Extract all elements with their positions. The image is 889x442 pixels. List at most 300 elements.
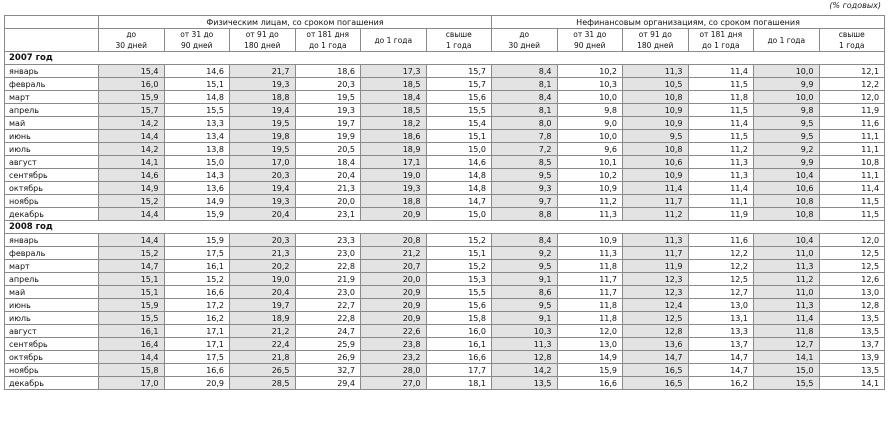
rate-cell: 14,2 — [99, 117, 165, 130]
group-header-organizations: Нефинансовым организациям, со сроком погашения — [492, 16, 885, 29]
table-row — [5, 169, 885, 182]
table-row — [5, 273, 885, 286]
rate-cell: 20,2 — [230, 260, 296, 273]
rate-cell: 8,0 — [492, 117, 558, 130]
rate-cell: 21,9 — [295, 273, 361, 286]
rate-cell: 32,7 — [295, 364, 361, 377]
rate-cell: 16,2 — [164, 312, 230, 325]
rate-cell: 15,5 — [99, 312, 165, 325]
rate-cell: 21,2 — [361, 247, 427, 260]
rate-cell: 11,3 — [754, 260, 820, 273]
rate-cell: 17,0 — [99, 377, 165, 390]
rate-cell: 15,9 — [99, 299, 165, 312]
rate-cell: 10,9 — [557, 234, 623, 247]
column-header-line: свыше — [838, 30, 865, 39]
rate-cell: 19,5 — [230, 117, 296, 130]
rate-cell: 17,0 — [230, 156, 296, 169]
rate-cell: 23,0 — [295, 247, 361, 260]
rate-cell: 28,5 — [230, 377, 296, 390]
rate-cell: 18,2 — [361, 117, 427, 130]
rate-cell: 21,7 — [230, 65, 296, 78]
rate-cell: 12,5 — [623, 312, 689, 325]
column-header — [295, 29, 361, 52]
year-label: 2008 год — [5, 221, 885, 234]
rate-cell: 11,5 — [819, 195, 885, 208]
rate-cell: 12,0 — [557, 325, 623, 338]
rate-cell: 20,9 — [361, 286, 427, 299]
rate-cell: 19,4 — [230, 104, 296, 117]
column-header-line: 90 дней — [574, 41, 606, 50]
rate-cell: 23,2 — [361, 351, 427, 364]
month-label: май — [5, 117, 99, 130]
rate-cell: 12,2 — [819, 78, 885, 91]
column-header-line: от 91 до — [638, 30, 672, 39]
rate-cell: 12,8 — [492, 351, 558, 364]
rate-cell: 11,6 — [819, 117, 885, 130]
rate-cell: 10,8 — [819, 156, 885, 169]
rate-cell: 9,2 — [492, 247, 558, 260]
rate-cell: 15,1 — [99, 273, 165, 286]
rate-cell: 15,1 — [426, 247, 492, 260]
year-section-row — [5, 221, 885, 234]
rate-cell: 11,0 — [754, 247, 820, 260]
rate-cell: 18,9 — [230, 312, 296, 325]
rate-cell: 15,0 — [754, 364, 820, 377]
rate-cell: 13,6 — [164, 182, 230, 195]
table-row — [5, 195, 885, 208]
rate-cell: 10,8 — [754, 195, 820, 208]
column-header-line: от 91 до — [245, 30, 279, 39]
rate-cell: 18,4 — [295, 156, 361, 169]
table-body — [5, 52, 885, 390]
table-row — [5, 78, 885, 91]
rate-cell: 10,0 — [754, 91, 820, 104]
rate-cell: 9,1 — [492, 273, 558, 286]
table-row — [5, 338, 885, 351]
rate-cell: 9,5 — [754, 117, 820, 130]
column-header-line: 30 дней — [115, 41, 147, 50]
rate-cell: 11,5 — [688, 130, 754, 143]
column-header — [557, 29, 623, 52]
month-label: сентябрь — [5, 338, 99, 351]
rate-cell: 11,3 — [688, 169, 754, 182]
column-header — [230, 29, 296, 52]
month-label: апрель — [5, 273, 99, 286]
rate-cell: 10,8 — [623, 143, 689, 156]
table-row — [5, 91, 885, 104]
month-label: апрель — [5, 104, 99, 117]
rate-cell: 14,4 — [99, 208, 165, 221]
rate-cell: 16,4 — [99, 338, 165, 351]
column-header — [164, 29, 230, 52]
rate-cell: 10,5 — [623, 78, 689, 91]
rate-cell: 8,8 — [492, 208, 558, 221]
rate-cell: 7,8 — [492, 130, 558, 143]
rate-cell: 10,6 — [754, 182, 820, 195]
rate-cell: 11,4 — [688, 117, 754, 130]
rate-cell: 19,4 — [230, 182, 296, 195]
rate-cell: 11,3 — [688, 156, 754, 169]
rate-cell: 18,6 — [361, 130, 427, 143]
rate-cell: 13,5 — [819, 325, 885, 338]
rate-cell: 23,8 — [361, 338, 427, 351]
rate-cell: 7,2 — [492, 143, 558, 156]
rate-cell: 16,0 — [426, 325, 492, 338]
rate-cell: 14,9 — [99, 182, 165, 195]
table-row — [5, 234, 885, 247]
rate-cell: 10,8 — [754, 208, 820, 221]
column-header-line: до — [519, 30, 530, 39]
rate-cell: 11,3 — [557, 247, 623, 260]
rate-cell: 18,8 — [361, 195, 427, 208]
month-label: декабрь — [5, 208, 99, 221]
rate-cell: 13,5 — [819, 312, 885, 325]
rate-cell: 11,2 — [557, 195, 623, 208]
month-label: июль — [5, 312, 99, 325]
rate-cell: 16,6 — [426, 351, 492, 364]
rate-cell: 15,2 — [426, 260, 492, 273]
rate-cell: 14,9 — [557, 351, 623, 364]
rate-cell: 17,1 — [361, 156, 427, 169]
column-header-line: 1 года — [839, 41, 865, 50]
rate-cell: 15,9 — [99, 91, 165, 104]
rate-cell: 16,6 — [164, 364, 230, 377]
rate-cell: 11,9 — [688, 208, 754, 221]
rate-cell: 8,4 — [492, 65, 558, 78]
rate-cell: 15,5 — [164, 104, 230, 117]
rate-cell: 20,5 — [295, 143, 361, 156]
rate-cell: 15,2 — [99, 195, 165, 208]
month-label: май — [5, 286, 99, 299]
column-header — [754, 29, 820, 52]
unit-note: (% годовых) — [829, 1, 881, 10]
rate-cell: 11,4 — [688, 65, 754, 78]
rate-cell: 20,9 — [361, 312, 427, 325]
rate-cell: 21,2 — [230, 325, 296, 338]
month-label: февраль — [5, 247, 99, 260]
column-header-line: до 1 года — [374, 35, 413, 45]
rate-cell: 15,8 — [99, 364, 165, 377]
rate-cell: 14,4 — [99, 351, 165, 364]
column-header-line: от 181 дня — [699, 30, 743, 39]
rate-cell: 12,0 — [819, 91, 885, 104]
table-row — [5, 182, 885, 195]
column-header-line: от 31 до — [573, 30, 607, 39]
rate-cell: 11,8 — [688, 91, 754, 104]
table-row — [5, 299, 885, 312]
month-label: март — [5, 91, 99, 104]
rate-cell: 19,7 — [295, 117, 361, 130]
rate-cell: 13,5 — [819, 364, 885, 377]
rate-cell: 19,3 — [295, 104, 361, 117]
rate-cell: 14,2 — [99, 143, 165, 156]
rate-cell: 12,4 — [623, 299, 689, 312]
rate-cell: 9,9 — [754, 156, 820, 169]
corner-cell-lower — [5, 29, 99, 52]
rate-cell: 17,1 — [164, 338, 230, 351]
rate-cell: 15,1 — [164, 78, 230, 91]
rate-cell: 10,4 — [754, 169, 820, 182]
rate-cell: 11,4 — [688, 182, 754, 195]
rate-cell: 18,1 — [426, 377, 492, 390]
month-label: январь — [5, 65, 99, 78]
rate-cell: 17,7 — [426, 364, 492, 377]
rate-cell: 11,0 — [754, 286, 820, 299]
rate-cell: 17,1 — [164, 325, 230, 338]
table-row — [5, 143, 885, 156]
rate-cell: 11,3 — [623, 234, 689, 247]
month-label: октябрь — [5, 182, 99, 195]
rate-cell: 23,0 — [295, 286, 361, 299]
year-label: 2007 год — [5, 52, 885, 65]
rate-cell: 15,2 — [164, 273, 230, 286]
month-label: сентябрь — [5, 169, 99, 182]
rate-cell: 9,5 — [492, 169, 558, 182]
rate-cell: 16,0 — [99, 78, 165, 91]
rate-cell: 13,7 — [688, 338, 754, 351]
rate-cell: 10,0 — [557, 130, 623, 143]
table-row — [5, 65, 885, 78]
rate-cell: 12,5 — [819, 247, 885, 260]
rate-cell: 22,8 — [295, 312, 361, 325]
month-label: июнь — [5, 130, 99, 143]
rate-cell: 15,4 — [99, 65, 165, 78]
rate-cell: 12,3 — [623, 273, 689, 286]
rate-cell: 20,3 — [230, 169, 296, 182]
rate-cell: 15,0 — [426, 208, 492, 221]
rate-cell: 13,0 — [688, 299, 754, 312]
rate-cell: 18,5 — [361, 78, 427, 91]
rate-cell: 12,6 — [819, 273, 885, 286]
rate-cell: 12,5 — [688, 273, 754, 286]
rate-cell: 8,5 — [492, 156, 558, 169]
rate-cell: 19,7 — [230, 299, 296, 312]
rate-cell: 26,5 — [230, 364, 296, 377]
rate-cell: 10,4 — [754, 234, 820, 247]
rate-cell: 25,9 — [295, 338, 361, 351]
rate-cell: 21,8 — [230, 351, 296, 364]
rate-cell: 16,1 — [426, 338, 492, 351]
rate-cell: 15,7 — [426, 65, 492, 78]
rate-cell: 9,5 — [623, 130, 689, 143]
table-row — [5, 351, 885, 364]
table-row — [5, 325, 885, 338]
rate-cell: 15,5 — [426, 104, 492, 117]
rate-cell: 18,4 — [361, 91, 427, 104]
rate-cell: 14,4 — [99, 130, 165, 143]
rate-cell: 20,0 — [361, 273, 427, 286]
rate-cell: 14,6 — [99, 169, 165, 182]
rate-cell: 15,4 — [426, 117, 492, 130]
rate-cell: 10,6 — [623, 156, 689, 169]
rate-cell: 20,7 — [361, 260, 427, 273]
month-label: февраль — [5, 78, 99, 91]
rate-cell: 15,9 — [557, 364, 623, 377]
rate-cell: 13,3 — [164, 117, 230, 130]
rate-cell: 10,3 — [557, 78, 623, 91]
rate-cell: 19,5 — [230, 143, 296, 156]
rate-cell: 16,1 — [164, 260, 230, 273]
column-header — [492, 29, 558, 52]
rate-cell: 11,9 — [623, 260, 689, 273]
rate-cell: 19,3 — [230, 78, 296, 91]
rate-cell: 22,8 — [295, 260, 361, 273]
rate-cell: 18,9 — [361, 143, 427, 156]
group-header-individuals: Физическим лицам, со сроком погашения — [99, 16, 492, 29]
rate-cell: 17,5 — [164, 247, 230, 260]
table-row — [5, 364, 885, 377]
rate-cell: 11,8 — [557, 260, 623, 273]
rate-cell: 10,8 — [623, 91, 689, 104]
rate-cell: 12,8 — [819, 299, 885, 312]
table-row — [5, 130, 885, 143]
rate-cell: 21,3 — [295, 182, 361, 195]
table-row — [5, 247, 885, 260]
table-row — [5, 260, 885, 273]
rate-cell: 9,5 — [492, 299, 558, 312]
rate-cell: 20,0 — [295, 195, 361, 208]
rate-cell: 10,2 — [557, 65, 623, 78]
rate-cell: 22,7 — [295, 299, 361, 312]
rate-cell: 8,4 — [492, 91, 558, 104]
rate-cell: 15,2 — [99, 247, 165, 260]
month-label: ноябрь — [5, 364, 99, 377]
rate-cell: 16,5 — [623, 377, 689, 390]
rate-cell: 9,8 — [557, 104, 623, 117]
rate-cell: 23,3 — [295, 234, 361, 247]
column-header — [688, 29, 754, 52]
rate-cell: 11,8 — [754, 325, 820, 338]
rate-cell: 15,0 — [426, 143, 492, 156]
rate-cell: 11,5 — [688, 104, 754, 117]
rate-cell: 8,1 — [492, 104, 558, 117]
rate-cell: 12,3 — [623, 286, 689, 299]
rate-cell: 14,3 — [164, 169, 230, 182]
rate-cell: 11,1 — [819, 169, 885, 182]
rate-cell: 12,2 — [688, 247, 754, 260]
month-label: декабрь — [5, 377, 99, 390]
month-label: январь — [5, 234, 99, 247]
rate-cell: 15,2 — [426, 234, 492, 247]
rate-cell: 13,7 — [819, 338, 885, 351]
rate-cell: 10,9 — [623, 104, 689, 117]
table-row — [5, 286, 885, 299]
rate-cell: 16,5 — [623, 364, 689, 377]
column-header-line: 30 дней — [508, 41, 541, 50]
rate-cell: 10,0 — [754, 65, 820, 78]
rate-cell: 20,9 — [361, 208, 427, 221]
rate-cell: 24,7 — [295, 325, 361, 338]
rate-cell: 10,9 — [623, 169, 689, 182]
rate-cell: 12,5 — [819, 260, 885, 273]
rate-cell: 20,3 — [295, 78, 361, 91]
rate-cell: 8,1 — [492, 78, 558, 91]
interest-rates-table — [4, 15, 885, 390]
rate-cell: 12,0 — [819, 234, 885, 247]
rate-cell: 20,4 — [230, 208, 296, 221]
rate-cell: 9,5 — [754, 130, 820, 143]
month-label: март — [5, 260, 99, 273]
column-header-line: 180 дней — [244, 41, 281, 50]
rate-cell: 12,1 — [819, 65, 885, 78]
rate-cell: 11,9 — [819, 104, 885, 117]
rate-cell: 11,4 — [623, 182, 689, 195]
column-header-line: 180 дней — [637, 41, 674, 50]
rate-cell: 11,8 — [557, 312, 623, 325]
rate-cell: 10,0 — [557, 91, 623, 104]
rate-cell: 12,7 — [688, 286, 754, 299]
rate-cell: 13,8 — [164, 143, 230, 156]
rate-cell: 26,9 — [295, 351, 361, 364]
column-header-line: 90 дней — [180, 41, 213, 50]
rate-cell: 16,1 — [99, 325, 165, 338]
column-header — [819, 29, 885, 52]
table-row — [5, 208, 885, 221]
rate-cell: 13,0 — [557, 338, 623, 351]
rate-cell: 12,7 — [754, 338, 820, 351]
rate-cell: 22,4 — [230, 338, 296, 351]
table-row — [5, 104, 885, 117]
rate-cell: 19,9 — [295, 130, 361, 143]
rate-cell: 13,3 — [688, 325, 754, 338]
rate-cell: 17,5 — [164, 351, 230, 364]
rate-cell: 13,5 — [492, 377, 558, 390]
rate-cell: 10,3 — [492, 325, 558, 338]
rate-cell: 19,3 — [361, 182, 427, 195]
rate-cell: 11,7 — [623, 247, 689, 260]
rate-cell: 12,2 — [688, 260, 754, 273]
group-header-row — [5, 16, 885, 29]
rate-cell: 14,7 — [623, 351, 689, 364]
column-header — [361, 29, 427, 52]
rate-cell: 20,3 — [230, 234, 296, 247]
rate-cell: 23,1 — [295, 208, 361, 221]
rate-cell: 15,5 — [426, 286, 492, 299]
rate-cell: 9,7 — [492, 195, 558, 208]
column-header-line: 1 года — [446, 41, 472, 50]
rate-cell: 15,8 — [426, 312, 492, 325]
column-header — [426, 29, 492, 52]
month-label: июнь — [5, 299, 99, 312]
rate-cell: 29,4 — [295, 377, 361, 390]
rate-cell: 15,6 — [426, 299, 492, 312]
rate-cell: 17,3 — [361, 65, 427, 78]
rate-cell: 20,9 — [361, 299, 427, 312]
column-header-line: от 31 до — [180, 30, 214, 39]
column-header-line: до 1 года — [767, 35, 806, 45]
table-row — [5, 377, 885, 390]
rate-cell: 16,2 — [688, 377, 754, 390]
month-label: ноябрь — [5, 195, 99, 208]
rate-cell: 20,8 — [361, 234, 427, 247]
rate-cell: 15,3 — [426, 273, 492, 286]
rate-cell: 13,6 — [623, 338, 689, 351]
rate-cell: 9,2 — [754, 143, 820, 156]
rate-cell: 19,0 — [361, 169, 427, 182]
column-header-line: до 1 года — [701, 41, 740, 50]
rate-cell: 15,7 — [426, 78, 492, 91]
rate-cell: 11,4 — [819, 182, 885, 195]
rate-cell: 14,1 — [99, 156, 165, 169]
rate-cell: 19,0 — [230, 273, 296, 286]
rate-cell: 21,3 — [230, 247, 296, 260]
sub-header-row — [5, 29, 885, 52]
column-header — [623, 29, 689, 52]
table-row — [5, 156, 885, 169]
rate-cell: 14,6 — [426, 156, 492, 169]
rate-cell: 11,3 — [623, 65, 689, 78]
rate-cell: 14,2 — [492, 364, 558, 377]
